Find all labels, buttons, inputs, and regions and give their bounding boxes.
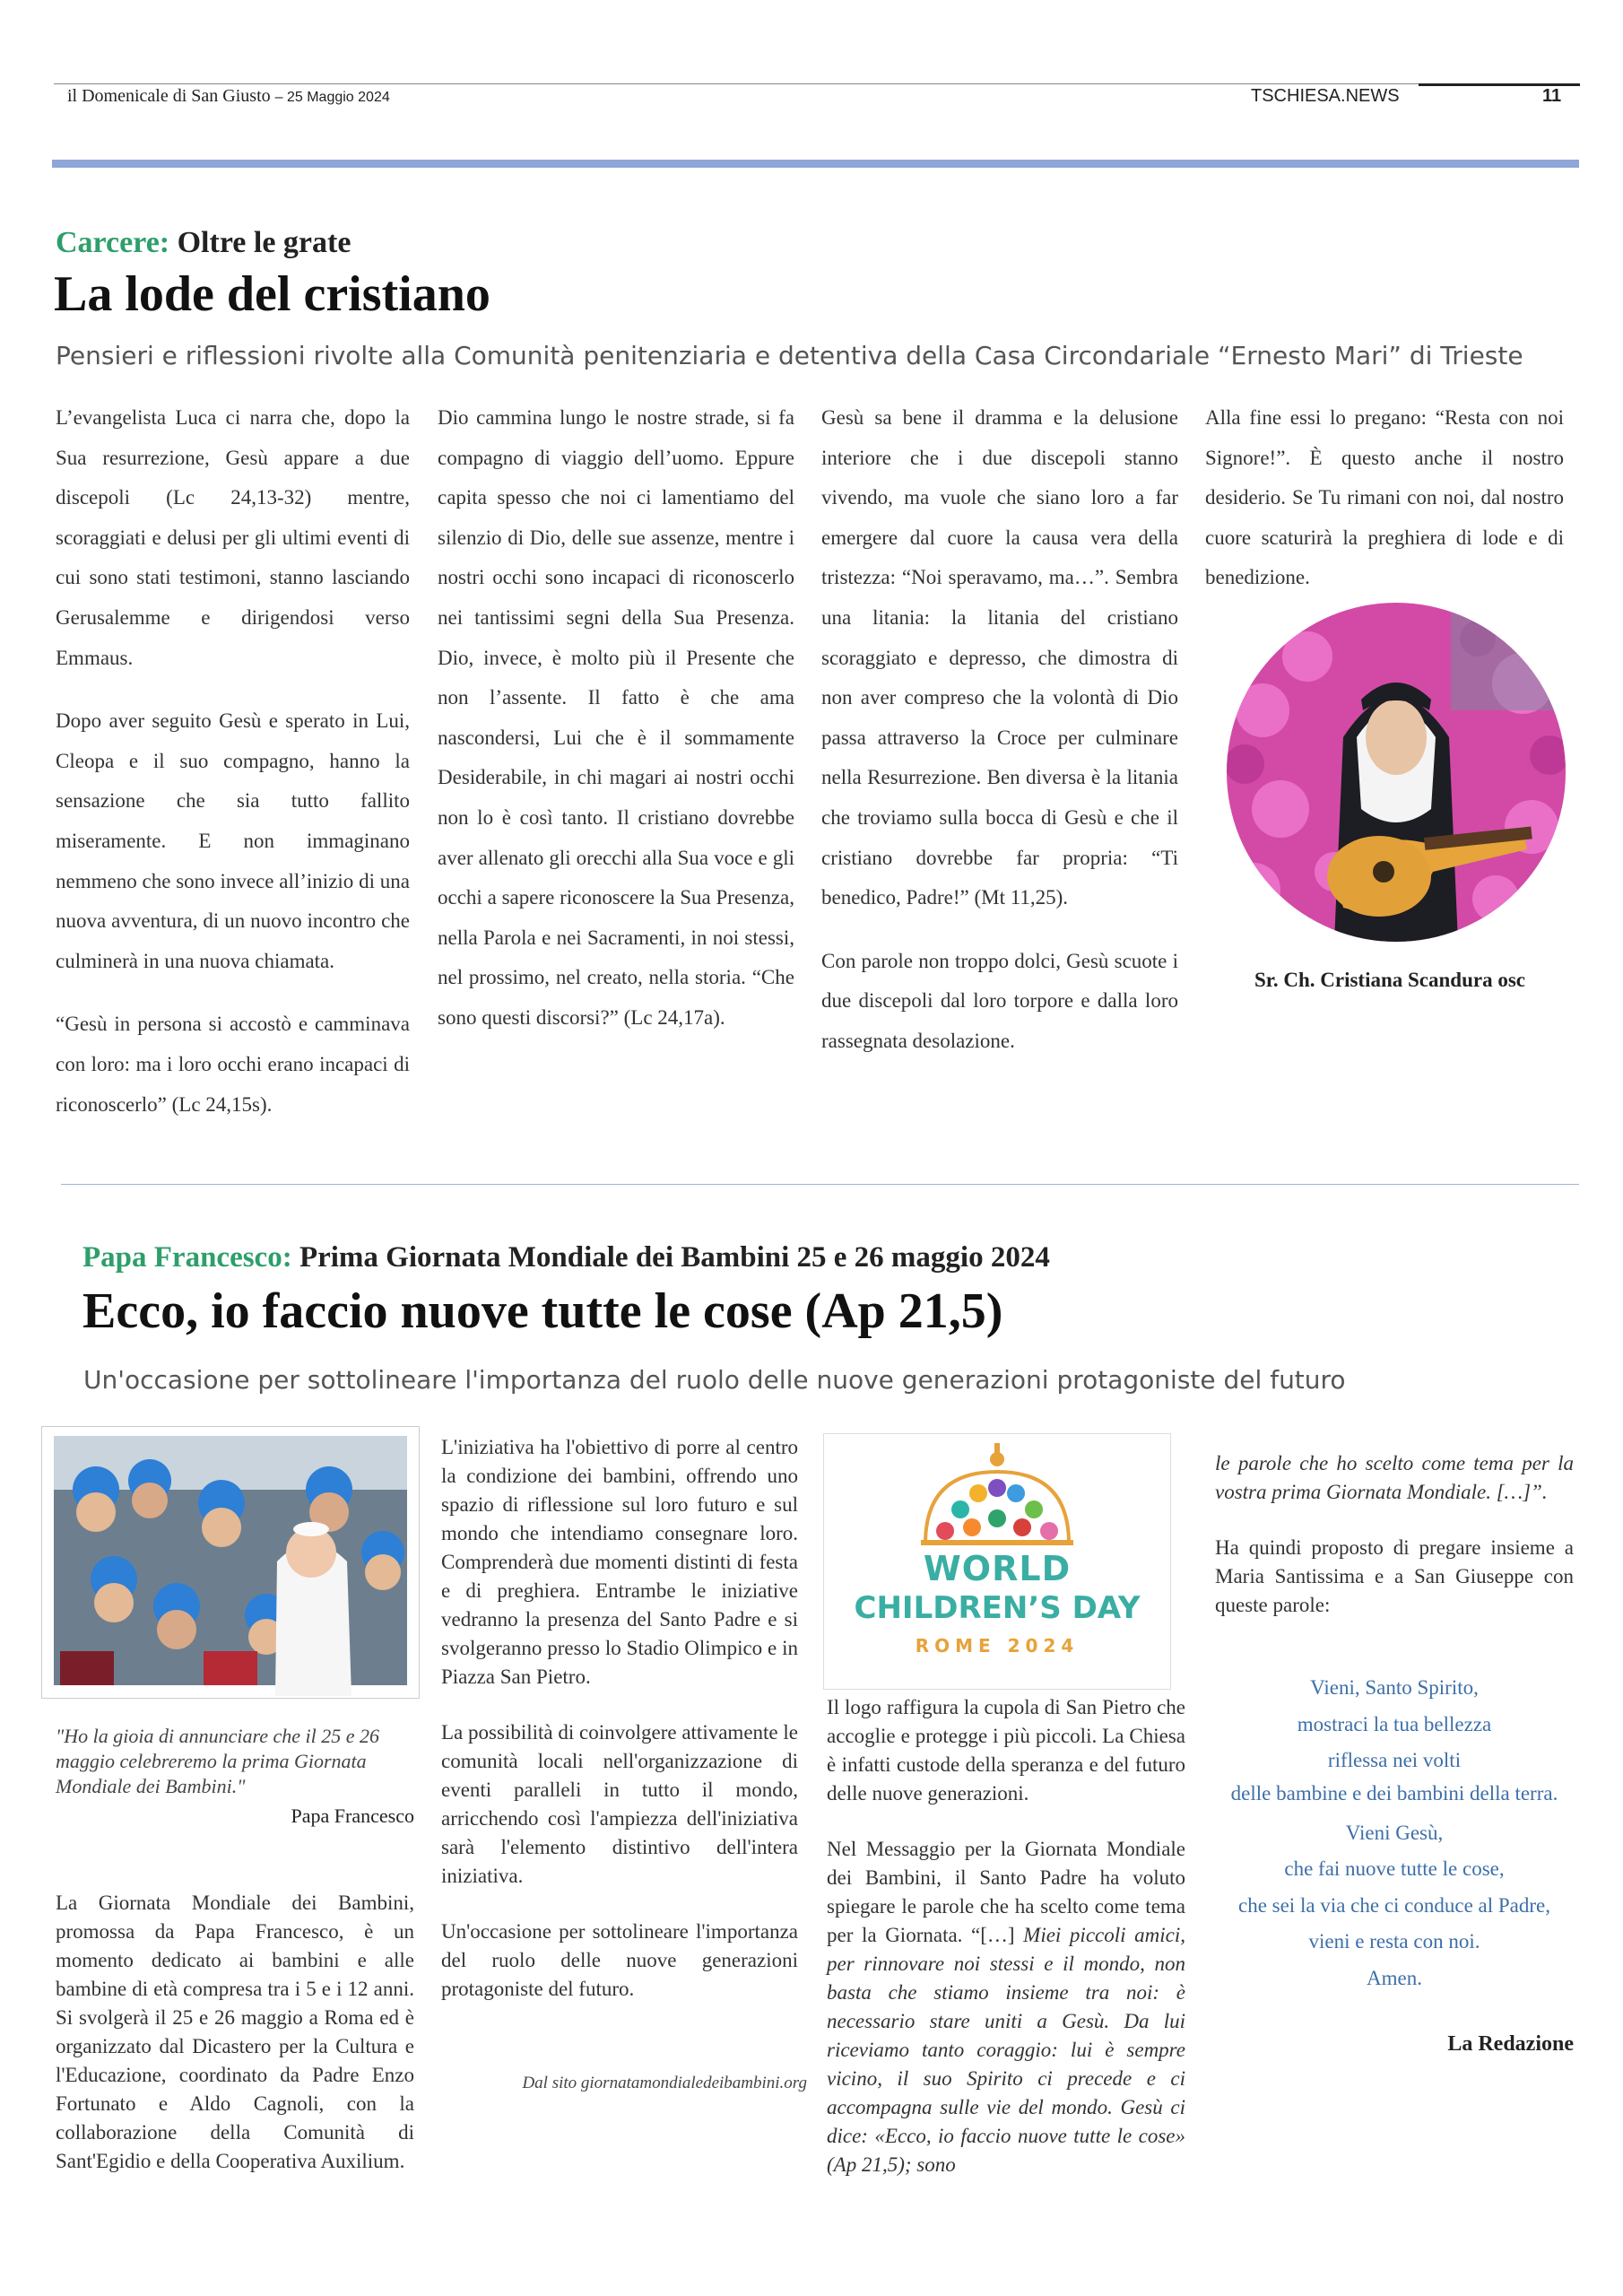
pope-photo-frame [41, 1426, 420, 1699]
author-photo [1227, 603, 1566, 942]
wcd-logo [823, 1433, 1171, 1690]
article1-column-3 [821, 398, 1178, 1085]
message-quote: Miei piccoli amici, per rinnovare noi stessi e il mondo, non basta che stiamo insieme tra noi: è necessario stare uniti a Gesù. Da lui riceviamo tanto coraggio: lui è sempre vicino, il suo Spirito ci precede e ci accompagna sulle vie del mondo. Gesù ci dice: «Ecco, io faccio nuove tutte le cose» (Ap 21,5); sono [827, 1924, 1185, 2176]
paragraph [827, 1835, 1185, 2179]
paragraph: Dio cammina lungo le nostre strade, si fa compagno di viaggio dell’uomo. Eppure capita spesso che noi ci lamentiamo del silenzio di Dio, delle sue assenze, mentre i nostri occhi sono incapaci di riconoscerlo nei tantissimi segni della Sua Presenza. Dio, invece, è molto più il Presente che non l’assente. Il fatto è che ama nascondersi, Lui che è il sommamente Desiderabile, in chi magari ai nostri occhi non lo è così tanto. Il cristiano dovrebbe aver allenato gli orecchi alla Sua voce e gli occhi a sapere riconoscere la Sua Presenza, nella Parola e nei Sacramenti, in noi stessi, nel prossimo, nel creato, nella storia. “Che sono questi discorsi?” (Lc 24,17a). [438, 406, 794, 1029]
prayer-line: Amen. [1367, 1966, 1422, 1989]
paragraph: La Giornata Mondiale dei Bambini, promossa da Papa Francesco, è un momento dedicato ai bambini e alle bambine di età compresa tra i 5 e i 12 anni. Si svolgerà il 25 e 26 maggio a Roma ed è organizzato dal Dicastero per la Cultura e l'Educazione, coordinato da Padre Enzo Fortunato e Aldo Cagnoli, con la collaborazione della Comunità di Sant'Egidio e della Cooperativa Auxilium. [56, 1892, 414, 2172]
article1-subtitle: Pensieri e riflessioni rivolte alla Comunità penitenziaria e detentiva della Casa Circondariale “Ernesto Mari” di Trieste [56, 341, 1523, 370]
paragraph: Con parole non troppo dolci, Gesù scuote i due discepoli dal loro torpore e dalla loro rassegnata desolazione. [821, 949, 1178, 1052]
quote-author: Papa Francesco [291, 1805, 414, 1827]
paragraph: L’evangelista Luca ci narra che, dopo la Sua resurrezione, Gesù appare a due discepoli (Lc 24,13-32) mentre, scoraggiati e delusi per gli ultimi eventi di cui sono stati testimoni, stanno lasciando Gerusalemme e dirigendosi verso Emmaus. [56, 406, 410, 669]
paper-name: il Domenicale di San Giusto [67, 86, 271, 106]
header-rule [54, 83, 1578, 84]
article1-column-1 [56, 398, 410, 1148]
article2-column-1 [56, 1889, 414, 2203]
prayer-line: che sei la via che ci conduce al Padre, [1237, 1893, 1551, 1917]
kicker-text: Oltre le grate [177, 226, 352, 259]
paragraph: Ha quindi proposto di pregare insieme a Maria Santissima e a San Giuseppe con queste parole: [1215, 1536, 1574, 1616]
prayer-line: riflessa nei volti [1327, 1749, 1462, 1771]
prayer [1215, 1670, 1574, 1996]
article2-column-4 [1215, 1449, 1574, 1647]
signature: La Redazione [1447, 2032, 1574, 2056]
paragraph: Gesù sa bene il dramma e la delusione interiore che i due discepoli stanno vivendo, ma vuole che siano loro a far emergere dal cuore la causa vera della tristezza: “Noi speravamo, ma…”. Sembra una litania: la litania del cristiano scoraggiato e depresso, che dimostra di non aver compreso che la volontà di Dio passa attraverso la Croce per culminare nella Resurrezione. Ben diversa è la litania che troviamo sulla bocca di Gesù e che il cristiano dovrebbe far propria: “Ti benedico, Padre!” (Mt 11,25). [821, 406, 1178, 909]
article2-kicker [82, 1241, 1050, 1274]
paragraph: Dopo aver seguito Gesù e sperato in Lui, Cleopa e il suo compagno, hanno la sensazione che sia tutto fallito miseramente. E non immaginano nemmeno che sono invece all’inizio di una nuova avventura, di un nuovo incontro che culminerà in una nuova chiamata. [56, 709, 410, 972]
header-paper [67, 86, 390, 107]
kicker-label: Papa Francesco: [82, 1241, 292, 1274]
message-quote-end: le parole che ho scelto come tema per la vostra prima Giornata Mondiale. […]”. [1215, 1452, 1574, 1503]
article1-kicker [56, 226, 351, 260]
section-bar [52, 160, 1579, 168]
prayer-line: Vieni Gesù, [1345, 1821, 1444, 1844]
pope-quote: "Ho la gioia di annunciare che il 25 e 26 maggio celebreremo la prima Giornata Mondiale dei Bambini." [56, 1725, 379, 1797]
article2-column-3 [827, 1693, 1185, 2206]
message-intro: Nel Messaggio per la Giornata Mondiale dei Bambini, il Santo Padre ha voluto spiegare le parole che ha scelto come tema per la Giornata. “[…] [827, 1838, 1185, 1946]
prayer-line: Vieni, Santo Spirito, [1310, 1676, 1479, 1699]
paragraph: L'iniziativa ha l'obiettivo di porre al centro la condizione dei bambini, offrendo uno spazio di riflessione sul loro futuro e sul mondo che intendiamo consegnare loro. Comprenderà due momenti distinti di festa e di preghiera. Entrambe le iniziative vedranno la presenza del Santo Padre e si svolgeranno presso lo Stadio Olimpico e in Piazza San Pietro. [441, 1436, 798, 1688]
author-caption: Sr. Ch. Cristiana Scandura osc [1254, 969, 1526, 991]
prayer-line: mostraci la tua bellezza [1297, 1712, 1492, 1735]
article1-title: La lode del cristiano [54, 266, 490, 322]
paragraph [1215, 1449, 1574, 1507]
article1-column-4 [1205, 398, 1564, 622]
issue-date: – 25 Maggio 2024 [274, 90, 390, 105]
nun-with-guitar-image [1227, 603, 1566, 942]
paragraph: Il logo raffigura la cupola di San Pietro che accoglie e protegge i più piccoli. La Chiesa è infatti custode della speranza e del futuro delle nuove generazioni. [827, 1696, 1185, 1805]
source-credit: Dal sito giornatamondialedeibambini.org [522, 2074, 807, 2092]
article1-column-2 [438, 398, 794, 1062]
wcd-logo-line3: ROME 2024 [915, 1635, 1080, 1657]
page-number: 11 [1542, 86, 1562, 106]
paragraph: La possibilità di coinvolgere attivamente le comunità locali nell'organizzazione di eventi paralleli in tutto il mondo, arricchendo così l'ampiezza dell'iniziativa sarà l'elemento distintivo dell'intera iniziativa. [441, 1721, 798, 1887]
pope-with-children-image [42, 1427, 419, 1698]
prayer-line: vieni e resta con noi. [1308, 1930, 1480, 1952]
article2-subtitle: Un'occasione per sottolineare l'importanza del ruolo delle nuove generazioni protagoniste del futuro [83, 1365, 1346, 1395]
wcd-logo-line2: CHILDREN’S DAY [854, 1590, 1141, 1626]
prayer-line: delle bambine e dei bambini della terra. [1230, 1781, 1558, 1805]
article2-column-2 [441, 1433, 798, 2031]
paragraph: Alla fine essi lo pregano: “Resta con noi Signore!”. È questo anche il nostro desiderio. Se Tu rimani con noi, dal nostro cuore scaturirà la preghiera di lode e di benedizione. [1205, 406, 1564, 589]
article-separator [61, 1184, 1579, 1185]
wcd-logo-line1: WORLD [923, 1549, 1072, 1588]
kicker-label: Carcere: [56, 226, 170, 259]
header-site: TSCHIESA.NEWS [1251, 86, 1400, 106]
paragraph: Un'occasione per sottolineare l'importanza del ruolo delle nuove generazioni protagoniste del futuro. [441, 1920, 798, 2000]
kicker-text: Prima Giornata Mondiale dei Bambini 25 e 26 maggio 2024 [299, 1241, 1050, 1274]
prayer-line: che fai nuove tutte le cose, [1284, 1857, 1505, 1880]
article2-title: Ecco, io faccio nuove tutte le cose (Ap 21,5) [82, 1283, 1003, 1339]
paragraph: “Gesù in persona si accostò e camminava con loro: ma i loro occhi erano incapaci di riconoscerlo” (Lc 24,15s). [56, 1013, 410, 1116]
